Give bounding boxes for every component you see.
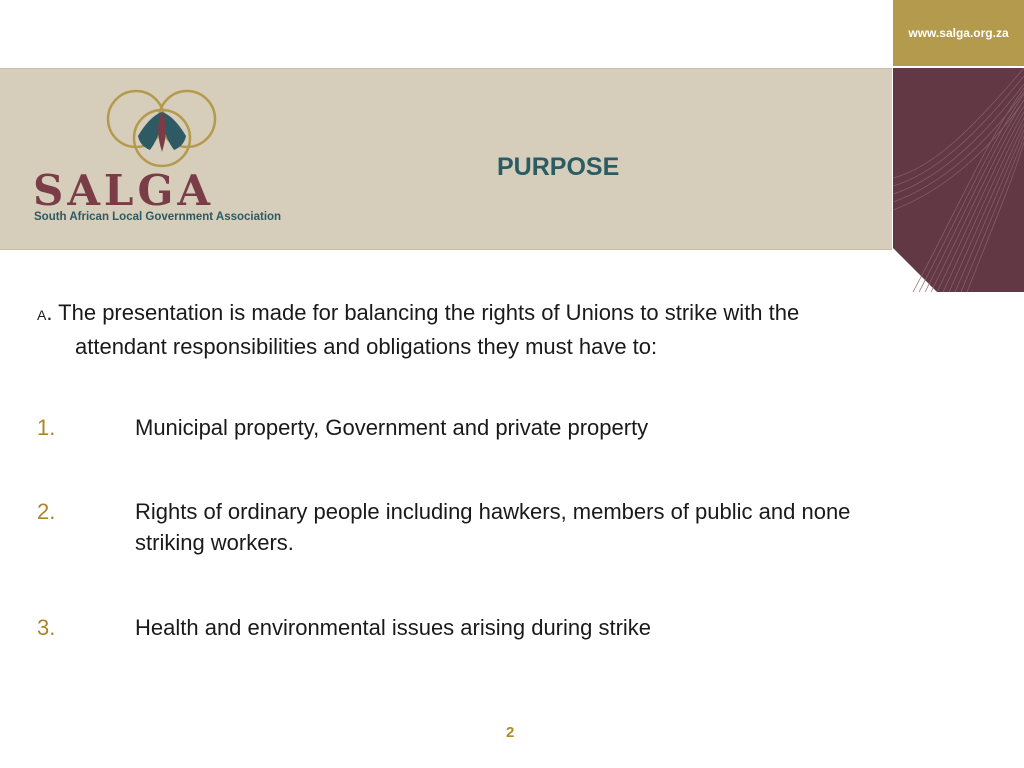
list-item-text: Municipal property, Government and private property: [135, 415, 649, 440]
website-url: www.salga.org.za: [908, 26, 1009, 40]
logo-wordmark: SALGA: [33, 166, 214, 215]
slide-title: PURPOSE: [497, 153, 620, 181]
logo-tagline: South African Local Government Association: [34, 211, 282, 223]
intro-paragraph: [37, 297, 937, 362]
intro-line-1: . The presentation is made for balancing the rights of Unions to strike with the: [46, 300, 800, 325]
list-item-number: 2.: [37, 499, 56, 524]
list-item-number: 3.: [37, 615, 56, 640]
list-item-number: 1.: [37, 415, 56, 440]
page-number: 2: [506, 724, 515, 741]
list-item-text: Health and environmental issues arising during strike: [135, 615, 652, 640]
intro-marker: A: [37, 307, 47, 323]
decorative-wave-panel: [893, 68, 1024, 292]
list-item-text: Rights of ordinary people including hawkers, members of public and none striking workers.: [135, 499, 851, 555]
intro-line-2: attendant responsibilities and obligations they must have to:: [75, 334, 658, 359]
website-url-box: [893, 0, 1024, 66]
